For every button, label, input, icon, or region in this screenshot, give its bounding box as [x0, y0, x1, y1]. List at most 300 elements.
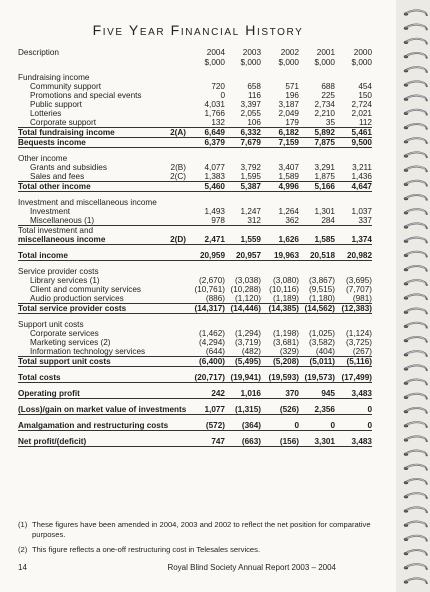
note-reference	[156, 320, 186, 329]
row-label: Total other income	[18, 182, 156, 192]
value-cell: 0	[299, 421, 335, 431]
financial-history-table	[18, 47, 372, 447]
value-cell: (663)	[225, 437, 261, 447]
value-cell: 1,247	[240, 207, 261, 216]
row-label: Total investment and	[18, 226, 94, 235]
table-row	[18, 285, 372, 294]
year-header: 2001	[316, 47, 335, 57]
year-header: 2000	[353, 47, 372, 57]
coil-ring	[404, 237, 427, 243]
value-cell: (1,120)	[225, 294, 261, 304]
row-label: Total support unit costs	[18, 357, 156, 367]
value-cell	[299, 267, 335, 276]
value-cell: 370	[261, 389, 299, 399]
value-cell	[299, 198, 335, 207]
value-cell: (644)	[186, 347, 225, 357]
coil-ring	[404, 308, 427, 314]
value-cell	[335, 226, 372, 236]
year-header: 2003	[242, 47, 261, 57]
value-cell: 2,049	[278, 109, 299, 118]
value-cell: (14,446)	[225, 304, 261, 314]
value-cell: (3,719)	[235, 338, 261, 347]
row-label: Public support	[30, 100, 82, 109]
value-cell: 4,647	[335, 182, 372, 192]
section-heading-row	[18, 198, 372, 207]
total-row	[18, 304, 372, 314]
footnote-text: These figures have been amended in 2004, 2003 and 2002 to reflect the net position for comparative purposes.	[32, 520, 371, 539]
table-row	[18, 329, 372, 338]
row-label: Investment	[30, 207, 71, 216]
coil-ring	[404, 152, 427, 158]
value-cell: 688	[321, 82, 335, 91]
table-row	[18, 82, 372, 91]
value-cell: (10,116)	[269, 285, 299, 294]
coil-ring	[404, 81, 427, 87]
value-cell: (19,573)	[299, 373, 335, 383]
unit-header: $,000	[240, 57, 261, 67]
total-row	[18, 128, 372, 138]
value-cell: (1,124)	[346, 329, 372, 338]
value-cell: (14,562)	[299, 304, 335, 314]
note-reference	[156, 91, 186, 100]
coil-ring	[404, 337, 427, 343]
value-cell	[335, 198, 372, 207]
value-cell: 112	[335, 118, 372, 128]
value-cell: 5,387	[225, 182, 261, 192]
value-cell: 7,159	[261, 138, 299, 148]
total-row	[18, 251, 372, 261]
table-row	[18, 207, 372, 216]
header-row-years	[18, 47, 372, 57]
value-cell: (3,681)	[273, 338, 299, 347]
note-reference: 2(A)	[156, 128, 186, 138]
coil-ring	[404, 266, 427, 272]
coil-ring	[404, 209, 427, 215]
value-cell	[261, 154, 299, 163]
row-label: Fundraising income	[18, 73, 90, 82]
value-cell: 362	[261, 216, 299, 226]
row-label: (Loss)/gain on market value of investments	[18, 405, 187, 414]
value-cell: 19,963	[261, 251, 299, 261]
section-heading-row	[18, 154, 372, 163]
coil-ring	[404, 436, 427, 442]
value-cell: 2,734	[314, 100, 335, 109]
value-cell: (1,462)	[199, 329, 225, 338]
unit-header: $,000	[314, 57, 335, 67]
note-reference	[156, 138, 186, 148]
value-cell: (1,189)	[261, 294, 299, 304]
value-cell: 242	[186, 389, 225, 399]
note-reference	[156, 100, 186, 109]
value-cell: 1,077	[186, 405, 225, 415]
value-cell: (5,116)	[335, 357, 372, 367]
note-reference	[156, 154, 186, 163]
table-body	[18, 47, 372, 447]
value-cell: (9,515)	[309, 285, 335, 294]
coil-ring	[404, 95, 427, 101]
value-cell	[186, 226, 225, 236]
value-cell: 6,379	[186, 138, 225, 148]
value-cell: 2,356	[299, 405, 335, 415]
table-row	[18, 118, 372, 128]
total-row	[18, 235, 372, 245]
value-cell: 196	[285, 91, 299, 100]
value-cell: 7,679	[225, 138, 261, 148]
value-cell	[335, 73, 372, 82]
page-number: 14	[18, 563, 27, 572]
value-cell: 1,436	[335, 172, 372, 182]
total-row	[18, 182, 372, 192]
note-reference	[156, 216, 186, 226]
value-cell: 1,626	[261, 235, 299, 245]
note-reference	[156, 82, 186, 91]
note-reference	[156, 276, 186, 285]
value-cell: 1,585	[299, 235, 335, 245]
row-label: Amalgamation and restructuring costs	[18, 421, 169, 430]
value-cell: 1,016	[225, 389, 261, 399]
note-reference	[156, 267, 186, 276]
value-cell: 5,892	[299, 128, 335, 138]
value-cell: (5,495)	[225, 357, 261, 367]
report-title: Royal Blind Society Annual Report 2003 – 2004	[167, 563, 336, 572]
value-cell	[225, 320, 261, 329]
table-row	[18, 347, 372, 357]
row-label: Total service provider costs	[18, 304, 156, 314]
section-heading-row	[18, 226, 372, 236]
table-row	[18, 163, 372, 172]
value-cell	[261, 226, 299, 236]
note-reference	[156, 338, 186, 347]
year-header: 2002	[280, 47, 299, 57]
value-cell	[299, 154, 335, 163]
row-label: miscellaneous income	[18, 235, 156, 245]
coil-ring	[404, 138, 427, 144]
value-cell: 3,407	[278, 163, 299, 172]
value-cell	[225, 267, 261, 276]
value-cell: 1,383	[186, 172, 225, 182]
note-reference	[156, 304, 186, 314]
row-label: Audio production services	[18, 294, 156, 304]
value-cell: 20,957	[225, 251, 261, 261]
value-cell: (404)	[299, 347, 335, 357]
row-label: Miscellaneous (1)	[18, 216, 156, 226]
value-cell: 0	[335, 405, 372, 415]
row-label: Marketing services (2)	[30, 338, 111, 347]
note-reference	[156, 226, 186, 236]
footnote-number: (1)	[18, 520, 28, 529]
coil-ring	[404, 479, 427, 485]
value-cell: (19,593)	[261, 373, 299, 383]
row-label: Library services (1)	[30, 276, 100, 285]
unit-header: $,000	[278, 57, 299, 67]
coil-ring	[404, 195, 427, 201]
row-label: Corporate support	[18, 118, 156, 128]
value-cell: 5,166	[299, 182, 335, 192]
row-label: Investment and miscellaneous income	[18, 198, 157, 207]
value-cell	[261, 73, 299, 82]
value-cell: 2,471	[186, 235, 225, 245]
row-label: Community support	[30, 82, 101, 91]
coil-ring	[404, 536, 427, 542]
value-cell: 132	[186, 118, 225, 128]
note-reference	[156, 182, 186, 192]
value-cell: 7,875	[299, 138, 335, 148]
coil-ring	[404, 24, 427, 30]
note-reference	[156, 294, 186, 304]
note-reference	[156, 207, 186, 216]
note-reference: 2(B)	[170, 163, 186, 172]
value-cell: (981)	[335, 294, 372, 304]
coil-ring	[404, 379, 427, 385]
coil-ring	[404, 564, 427, 570]
row-label: Information technology services	[18, 347, 156, 357]
value-cell	[261, 267, 299, 276]
value-cell: (7,707)	[346, 285, 372, 294]
value-cell: 150	[358, 91, 372, 100]
value-cell: (2,670)	[199, 276, 225, 285]
total-row	[18, 373, 372, 383]
table-row	[18, 91, 372, 100]
coil-ring	[404, 294, 427, 300]
value-cell: 3,291	[314, 163, 335, 172]
row-label: Promotions and special events	[30, 91, 142, 100]
coil-ring	[404, 394, 427, 400]
value-cell: (3,725)	[346, 338, 372, 347]
row-label: Client and community services	[30, 285, 142, 294]
value-cell: (1,180)	[299, 294, 335, 304]
note-reference	[156, 437, 186, 447]
coil-ring	[404, 39, 427, 45]
note-reference	[156, 118, 186, 128]
value-cell	[261, 320, 299, 329]
value-cell: 1,493	[204, 207, 225, 216]
value-cell: 0	[220, 91, 225, 100]
value-cell: 2,021	[351, 109, 372, 118]
coil-ring	[404, 422, 427, 428]
value-cell: 720	[211, 82, 225, 91]
value-cell: (364)	[225, 421, 261, 431]
year-header: 2004	[206, 47, 225, 57]
value-cell: 0	[335, 421, 372, 431]
value-cell: 20,959	[186, 251, 225, 261]
note-reference	[156, 109, 186, 118]
value-cell: (1,294)	[235, 329, 261, 338]
description-header: Description	[18, 47, 59, 57]
value-cell: 1,374	[335, 235, 372, 245]
note-reference	[156, 373, 186, 383]
value-cell: 116	[247, 91, 261, 100]
value-cell	[335, 267, 372, 276]
total-row	[18, 437, 372, 447]
value-cell	[186, 73, 225, 82]
coil-ring	[404, 181, 427, 187]
total-row	[18, 421, 372, 431]
total-row	[18, 389, 372, 399]
value-cell: 0	[261, 421, 299, 431]
value-cell: (5,011)	[299, 357, 335, 367]
value-cell: (1,315)	[225, 405, 261, 415]
row-label: Total costs	[18, 373, 156, 383]
unit-header: $,000	[204, 57, 225, 67]
value-cell: 3,187	[278, 100, 299, 109]
header-row-units	[18, 57, 372, 67]
value-cell	[299, 226, 335, 236]
table-row	[18, 100, 372, 109]
coil-ring	[404, 124, 427, 130]
value-cell: 571	[285, 82, 299, 91]
coil-ring	[404, 323, 427, 329]
page-title: Five Year Financial History	[92, 22, 304, 38]
unit-header: $,000	[351, 57, 372, 67]
coil-ring	[404, 507, 427, 513]
value-cell: 2,055	[240, 109, 261, 118]
value-cell: 454	[358, 82, 372, 91]
value-cell: 1,589	[261, 172, 299, 182]
table-row	[18, 109, 372, 118]
row-label: Service provider costs	[18, 267, 99, 276]
value-cell: 978	[186, 216, 225, 226]
coil-ring	[404, 110, 427, 116]
value-cell: (12,383)	[335, 304, 372, 314]
spiral-binding	[396, 0, 430, 592]
value-cell	[299, 73, 335, 82]
row-label: Grants and subsidies	[30, 163, 107, 172]
coil-ring	[404, 521, 427, 527]
value-cell: 337	[335, 216, 372, 226]
note-reference	[156, 389, 186, 399]
value-cell: 1,301	[314, 207, 335, 216]
row-label: Net profit/(deficit)	[18, 437, 156, 447]
coil-ring	[404, 252, 427, 258]
table-row	[18, 294, 372, 304]
value-cell: (20,717)	[186, 373, 225, 383]
value-cell: (10,288)	[230, 285, 261, 294]
value-cell: (14,385)	[261, 304, 299, 314]
coil-ring	[404, 67, 427, 73]
value-cell: (14,317)	[186, 304, 225, 314]
value-cell: (3,038)	[235, 276, 261, 285]
row-label: Lotteries	[30, 109, 62, 118]
total-row	[18, 138, 372, 148]
footnote-text: This figure reflects a one-off restructuring cost in Telesales services.	[32, 545, 261, 554]
row-label: Other income	[18, 154, 68, 163]
value-cell: (6,400)	[186, 357, 225, 367]
value-cell: 1,595	[225, 172, 261, 182]
value-cell: 3,483	[335, 437, 372, 447]
value-cell: 4,031	[204, 100, 225, 109]
value-cell	[225, 73, 261, 82]
value-cell: 9,500	[335, 138, 372, 148]
footnote	[18, 545, 378, 555]
note-reference	[156, 285, 186, 294]
coil-ring	[404, 450, 427, 456]
note-reference	[156, 198, 186, 207]
value-cell: 1,766	[204, 109, 225, 118]
value-cell: 6,649	[186, 128, 225, 138]
value-cell	[225, 154, 261, 163]
value-cell: 3,211	[352, 163, 372, 172]
coil-ring	[404, 53, 427, 59]
value-cell: 4,077	[204, 163, 225, 172]
value-cell: 225	[321, 91, 335, 100]
value-cell	[299, 320, 335, 329]
value-cell: 2,210	[314, 109, 335, 118]
note-reference	[156, 357, 186, 367]
coil-ring	[404, 351, 427, 357]
note-reference	[156, 251, 186, 261]
value-cell: (4,294)	[199, 338, 225, 347]
coil-ring	[404, 10, 427, 16]
coil-ring	[404, 578, 427, 584]
value-cell: (526)	[261, 405, 299, 415]
total-row	[18, 405, 372, 415]
footnote	[18, 520, 378, 540]
value-cell: 20,982	[335, 251, 372, 261]
section-heading-row	[18, 267, 372, 276]
value-cell	[225, 226, 261, 236]
value-cell: 1,559	[225, 235, 261, 245]
value-cell: (886)	[186, 294, 225, 304]
value-cell	[186, 320, 225, 329]
value-cell: 106	[225, 118, 261, 128]
coil-ring	[404, 280, 427, 286]
value-cell: 4,996	[261, 182, 299, 192]
value-cell: 6,332	[225, 128, 261, 138]
value-cell: (267)	[335, 347, 372, 357]
note-reference	[156, 347, 186, 357]
row-label: Support unit costs	[18, 320, 84, 329]
row-label: Corporate services	[30, 329, 99, 338]
value-cell: 3,792	[240, 163, 261, 172]
value-cell: (3,695)	[346, 276, 372, 285]
value-cell: 658	[247, 82, 261, 91]
value-cell: 312	[225, 216, 261, 226]
value-cell: 5,460	[186, 182, 225, 192]
coil-ring	[404, 493, 427, 499]
section-heading-row	[18, 73, 372, 82]
value-cell: 6,182	[261, 128, 299, 138]
value-cell: (3,867)	[309, 276, 335, 285]
value-cell: 945	[299, 389, 335, 399]
value-cell: (329)	[261, 347, 299, 357]
coil-ring	[404, 550, 427, 556]
note-reference	[156, 329, 186, 338]
value-cell	[225, 198, 261, 207]
table-row	[18, 276, 372, 285]
value-cell: 1,875	[299, 172, 335, 182]
value-cell: (1,198)	[273, 329, 299, 338]
value-cell: (10,761)	[194, 285, 225, 294]
value-cell	[186, 198, 225, 207]
table-row	[18, 216, 372, 226]
value-cell: 179	[261, 118, 299, 128]
value-cell	[335, 154, 372, 163]
footnote-number: (2)	[18, 545, 28, 554]
value-cell: (3,080)	[273, 276, 299, 285]
note-reference: 2(D)	[156, 235, 186, 245]
value-cell	[186, 267, 225, 276]
row-label: Operating profit	[18, 389, 156, 399]
value-cell: 3,397	[240, 100, 261, 109]
note-reference: 2(C)	[156, 172, 186, 182]
value-cell: 3,483	[335, 389, 372, 399]
value-cell: 20,518	[299, 251, 335, 261]
coil-ring	[404, 365, 427, 371]
value-cell: 284	[299, 216, 335, 226]
table-row	[18, 172, 372, 182]
value-cell: (482)	[225, 347, 261, 357]
coil-ring	[404, 223, 427, 229]
